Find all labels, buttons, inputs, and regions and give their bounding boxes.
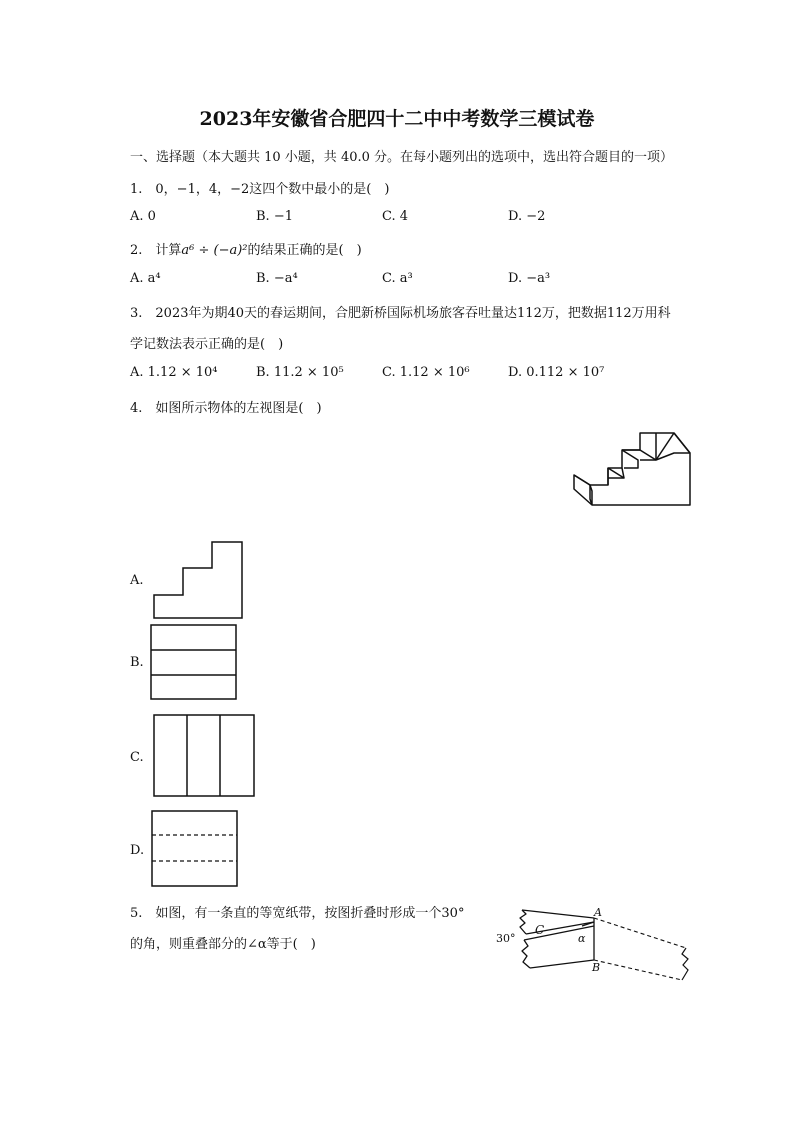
q5-label-30-degree: 30° [496,932,516,945]
q4-option-a-label[interactable]: A. [130,573,144,588]
q2-option-d[interactable]: D. −a³ [508,271,551,286]
q1-option-d[interactable]: D. −2 [508,209,546,224]
q4-option-c-figure[interactable] [153,714,256,798]
question-5-stem-line1: 5. 如图，有一条直的等宽纸带，按图折叠时形成一个30° [130,906,465,921]
section-heading: 一、选择题（本大题共 10 小题，共 40.0 分。在每小题列出的选项中，选出符合题目的一项） [130,150,674,165]
q4-option-a-figure[interactable] [152,540,244,620]
q5-label-b: B [592,961,601,974]
q2-stem-prefix: 2. 计算 [130,243,182,258]
q5-label-c: C [535,923,545,937]
question-3-stem-line2: 学记数法表示正确的是( ) [130,337,284,352]
q2-option-b[interactable]: B. −a⁴ [256,271,298,286]
page-title: 2023年安徽省合肥四十二中中考数学三模试卷 [199,108,595,130]
q3-option-d[interactable]: D. 0.112 × 10⁷ [508,365,605,380]
question-2-stem [130,239,362,258]
q5-label-alpha: α [578,932,586,945]
q4-stair-figure [570,425,695,510]
q5-paper-strip-figure [494,896,694,986]
question-5-stem-line2: 的角，则重叠部分的∠α等于( ) [130,937,316,952]
q2-option-a[interactable]: A. a⁴ [130,271,161,286]
q3-option-c[interactable]: C. 1.12 × 10⁶ [382,365,470,380]
q3-option-a[interactable]: A. 1.12 × 10⁴ [130,365,218,380]
q4-option-d-label[interactable]: D. [130,843,145,858]
q4-option-b-label[interactable]: B. [130,655,144,670]
q2-expression: a⁶ ÷ (−a)² [181,243,248,258]
q2-option-c[interactable]: C. a³ [382,271,413,286]
q5-label-a: A [594,906,602,919]
q1-option-b[interactable]: B. −1 [256,209,293,224]
question-1-stem: 1. 0，−1，4，−2这四个数中最小的是( ) [130,182,390,197]
q4-option-b-figure[interactable] [150,624,238,702]
q1-option-a[interactable]: A. 0 [130,209,156,224]
question-4-stem: 4. 如图所示物体的左视图是( ) [130,401,322,416]
q1-option-c[interactable]: C. 4 [382,209,409,224]
q4-option-c-label[interactable]: C. [130,750,144,765]
q3-option-b[interactable]: B. 11.2 × 10⁵ [256,365,344,380]
q2-stem-suffix: 的结果正确的是( ) [247,243,362,258]
q4-option-d-figure[interactable] [151,810,239,888]
question-3-stem-line1: 3. 2023年为期40天的春运期间，合肥新桥国际机场旅客吞吐量达112万，把数据112万用科 [130,306,671,321]
